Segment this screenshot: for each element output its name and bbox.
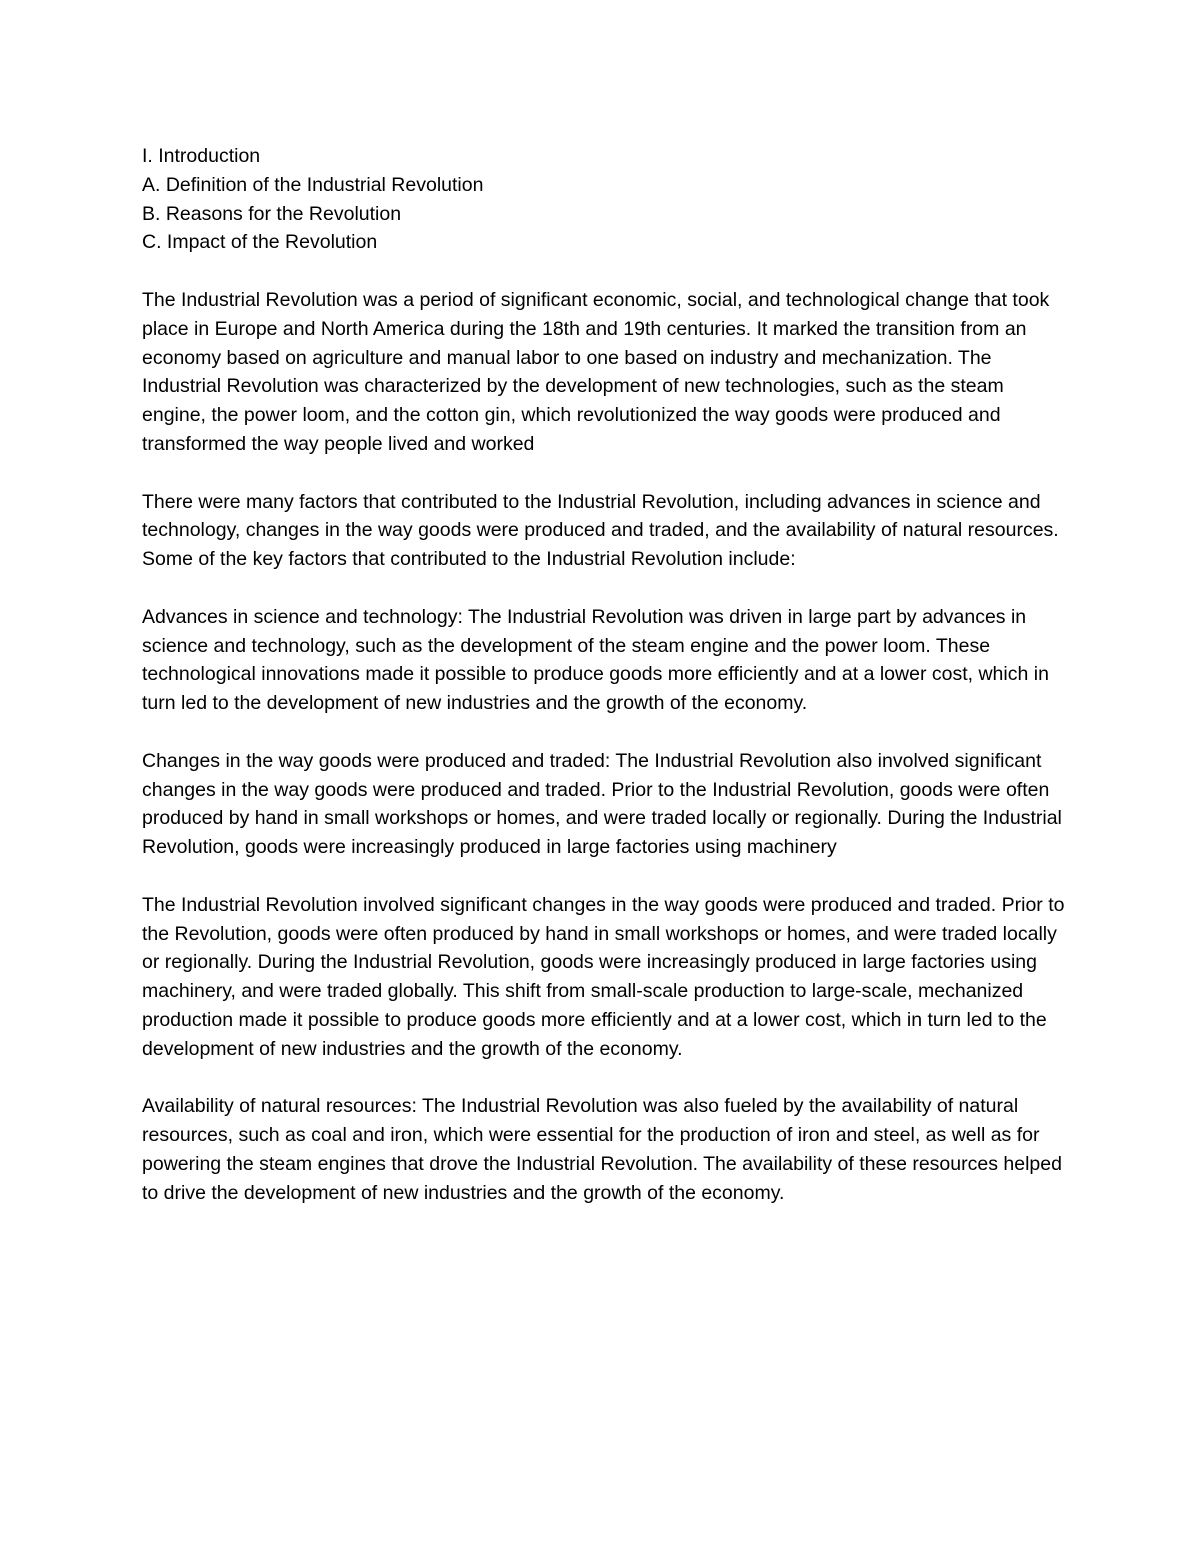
- paragraph-science-technology: Advances in science and technology: The Industrial Revolution was driven in large part by advances in science and technology, such as the development of the steam engine and the power loom. These technological innovations made it possible to produce goods more efficiently and at a lower cost, which in turn led to the development of new industries and the growth of the economy.: [142, 605, 1049, 715]
- outline-item: A. Definition of the Industrial Revolution: [142, 173, 484, 196]
- paragraph-natural-resources: Availability of natural resources: The Industrial Revolution was also fueled by the availability of natural resources, such as coal and iron, which were essential for the production of iron and steel, as well as for powering the steam engines that drove the Industrial Revolution. The availability of these resources helped to drive the development of new industries and the growth of the economy.: [142, 1095, 1062, 1204]
- outline: [142, 142, 1072, 257]
- document-body: [142, 142, 1072, 1236]
- paragraph-definition: The Industrial Revolution was a period of significant economic, social, and technological change that took place in Europe and North America during the 18th and 19th centuries. It marked the transition from an economy based on agriculture and manual labor to one based on industry and mechanization. The Industrial Revolution was characterized by the development of new technologies, such as the steam engine, the power loom, and the cotton gin, which revolutionized the way goods were produced and transformed the way people lived and worked: [142, 288, 1050, 455]
- outline-heading: I. Introduction: [142, 145, 261, 167]
- paragraph-factors: There were many factors that contributed to the Industrial Revolution, including advances in science and technology, changes in the way goods were produced and traded, and the availability of natural resources. Some of the key factors that contributed to the Industrial Revolution include:: [142, 490, 1059, 571]
- outline-item: B. Reasons for the Revolution: [142, 202, 402, 225]
- outline-item: C. Impact of the Revolution: [142, 231, 378, 254]
- paragraph-production-changes: The Industrial Revolution involved significant changes in the way goods were produced and traded. Prior to the Revolution, goods were often produced by hand in small workshops or homes, and were traded locally or regionally. During the Industrial Revolution, goods were increasingly produced in large factories using machinery, and were traded globally. This shift from small-scale production to large-scale, mechanized production made it possible to produce goods more efficiently and at a lower cost, which in turn led to the development of new industries and the growth of the economy.: [142, 893, 1065, 1060]
- paragraph-production-trade: Changes in the way goods were produced and traded: The Industrial Revolution also involved significant changes in the way goods were produced and traded. Prior to the Industrial Revolution, goods were often produced by hand in small workshops or homes, and were traded locally or regionally. During the Industrial Revolution, goods were increasingly produced in large factories using machinery: [142, 749, 1062, 859]
